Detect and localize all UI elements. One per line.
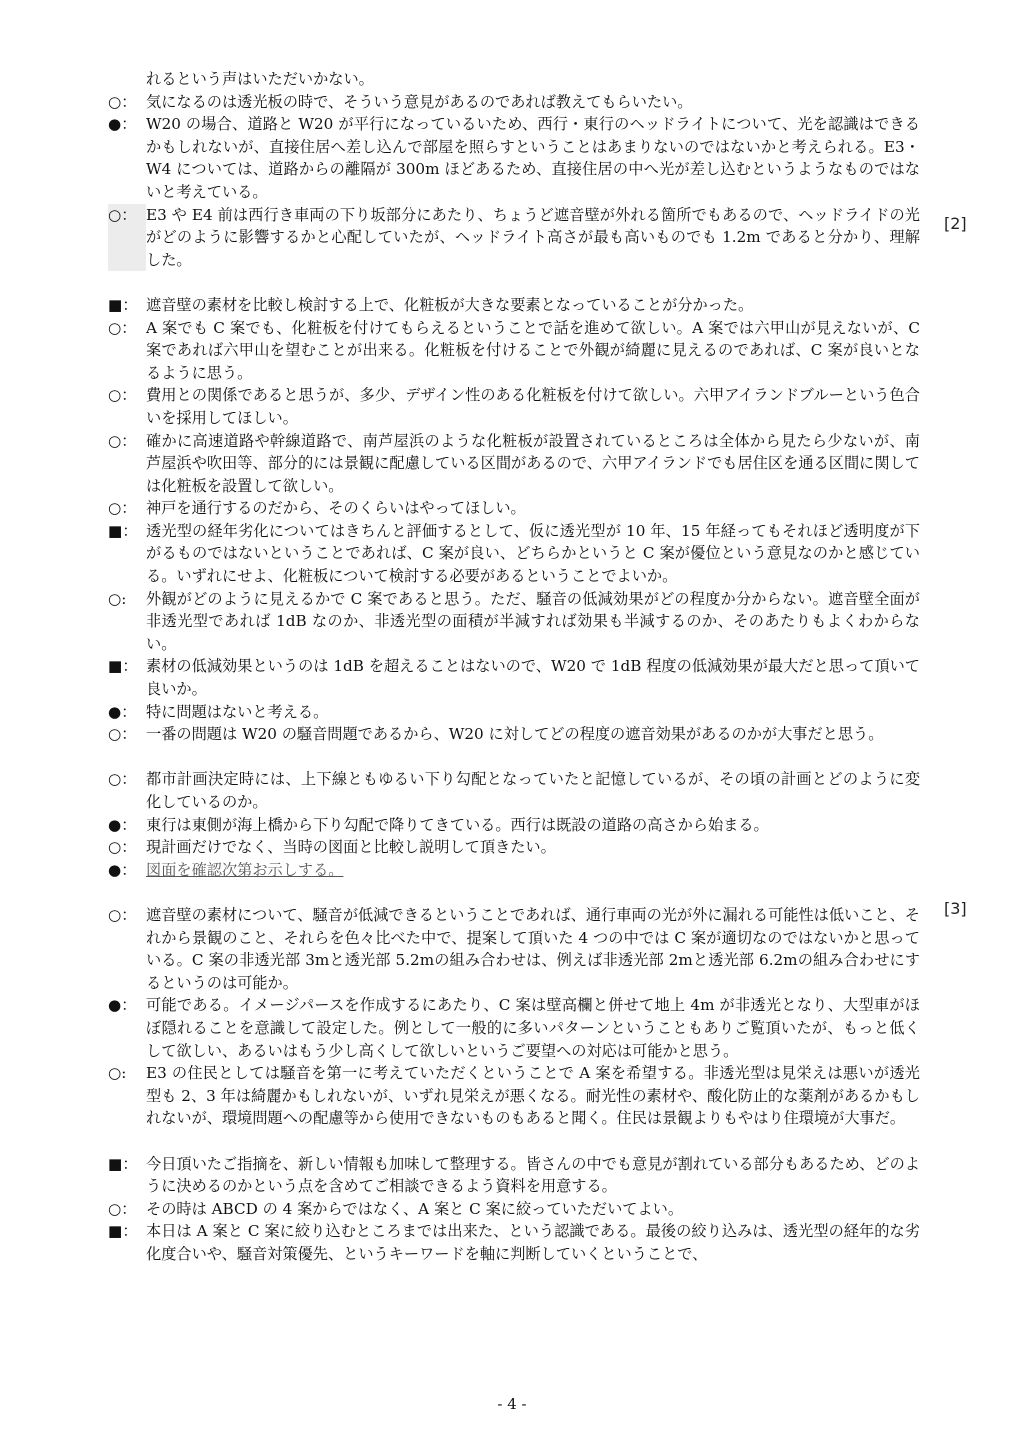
minutes-entry: [108, 1153, 920, 1198]
speaker-marker: ■：: [108, 1222, 138, 1241]
speaker-marker: ○：: [108, 92, 137, 111]
entry-text: その時は ABCD の 4 案からではなく、A 案と C 案に絞っていただいてよい。: [146, 1199, 684, 1218]
entry-text: A 案でも C 案でも、化粧板を付けてもらえるということで話を進めて欲しい。A 案では六甲山が見えないが、C 案であれば六甲山を望むことが出来る。化粧板を付けることで外観が綺麗に見えるのであれば、C 案が良いとなるように思う。: [146, 318, 920, 382]
speaker-marker: ●：: [108, 815, 137, 834]
entry-text: 費用との関係であると思うが、多少、デザイン性のある化粧板を付けて欲しい。六甲アイランドブルーという色合いを採用してほしい。: [146, 386, 920, 427]
minutes-entry: [108, 859, 920, 882]
speaker-marker: ○：: [108, 838, 137, 857]
entry-text: 東行は東側が海上橋から下り勾配で降りてきている。西行は既設の道路の高さから始まる。: [146, 815, 769, 834]
minutes-entry: [108, 904, 920, 994]
speaker-marker: ○：: [108, 1199, 137, 1218]
paragraph-gap: [108, 1130, 920, 1153]
minutes-entry: [108, 91, 920, 114]
entry-text: 外観がどのように見えるかで C 案であると思う。ただ、騒音の低減効果がどの程度か分からない。遮音壁全面が非透光型であれば 1dB なのか、非透光型の面積が半減すれば効果も半減するのか、そのあたりもよくわからない。: [146, 589, 920, 653]
speaker-marker: ○：: [108, 905, 137, 924]
speaker-marker: ●：: [108, 702, 137, 721]
entry-text: 気になるのは透光板の時で、そういう意見があるのであれば教えてもらいたい。: [146, 92, 693, 111]
entry-text: W20 の場合、道路と W20 が平行になっているいため、西行・東行のヘッドライトについて、光を認識はできるかもしれないが、直接住居へ差し込んで部屋を照らすということはあまりないのではないかと考えられる。E3・W4 については、道路からの離隔が 300m ほどあるため、直接住居の中へ光が差し込むというようなものではないと考えている。: [146, 115, 920, 201]
minutes-entry: [108, 814, 920, 837]
entry-text: 確かに高速道路や幹線道路で、南芦屋浜のような化粧板が設置されているところは全体から見たら少ないが、南芦屋浜や吹田等、部分的には景観に配慮している区間があるので、六甲アイランドでも居住区を通る区間に関しては化粧板を設置して欲しい。: [146, 431, 920, 495]
speaker-marker: ○：: [108, 431, 137, 450]
minutes-entry: [108, 768, 920, 813]
speaker-marker: ●：: [108, 860, 137, 879]
entry-text: 一番の問題は W20 の騒音問題であるから、W20 に対してどの程度の遮音効果があるのかが大事だと思う。: [146, 725, 884, 744]
speaker-marker: ●：: [108, 996, 137, 1015]
minutes-entry: [108, 836, 920, 859]
entry-text: 神戸を通行するのだから、そのくらいはやってほしい。: [146, 499, 526, 518]
minutes-entry: [108, 113, 920, 203]
entry-text: 特に問題はないと考える。: [146, 702, 329, 721]
entry-text: 今日頂いたご指摘を、新しい情報も加味して整理する。皆さんの中でも意見が割れている部分もあるため、どのように決めるのかという点を含めてご相談できるよう資料を用意する。: [146, 1154, 920, 1196]
speaker-marker: ○：: [108, 770, 137, 789]
speaker-marker: ■：: [108, 657, 138, 676]
entry-text: E3 の住民としては騒音を第一に考えていただくということで A 案を希望する。非透光型は見栄えは悪いが透光型も 2、3 年は綺麗かもしれないが、いずれ見栄えが悪くなる。耐光性の素材や、酸化防止的な薬剤があるかもしれないが、環境問題への配慮等から使用できないものもあると聞く。住民は景観よりもやはり住環境が大事だ。: [146, 1064, 920, 1128]
speaker-marker: ○:: [108, 1064, 127, 1083]
entry-text: 都市計画決定時には、上下線ともゆるい下り勾配となっていたと記憶しているが、その頃の計画とどのように変化しているのか。: [146, 770, 920, 811]
entry-text: 遮音壁の素材を比較し検討する上で、化粧板が大きな要素となっていることが分かった。: [146, 295, 754, 314]
speaker-marker: ○：: [108, 204, 146, 272]
paragraph-gap: [108, 881, 920, 904]
minutes-entry: [108, 588, 920, 656]
minutes-entry: [108, 430, 920, 498]
minutes-entry: [108, 655, 920, 700]
minutes-entry: [108, 994, 920, 1062]
speaker-marker: ○:: [108, 589, 127, 608]
entry-text: 可能である。イメージパースを作成するにあたり、C 案は壁高欄と併せて地上 4m が非透光となり、大型車がほぼ隠れることを意識して設定した。例として一般的に多いパターンということもありご覧頂いたが、もっと低くして欲しい、あるいはもう少し高くして欲しいというご要望への対応は可能かと思う。: [146, 996, 920, 1060]
speaker-marker: ■：: [108, 295, 138, 314]
minutes-entry: [108, 384, 920, 429]
margin-annotation-2: [2]: [944, 214, 967, 233]
speaker-marker: ○：: [108, 318, 137, 337]
minutes-entry: [108, 204, 920, 272]
speaker-marker: ○：: [108, 499, 137, 518]
entry-text: 本日は A 案と C 案に絞り込むところまでは出来た、という認識である。最後の絞り込みは、透光型の経年的な劣化度合いや、騒音対策優先、というキーワードを軸に判断していくということで、: [146, 1222, 920, 1263]
page-number: - 4 -: [497, 1395, 527, 1413]
speaker-marker: ○：: [108, 386, 137, 405]
minutes-entry: [108, 497, 920, 520]
speaker-marker: ■：: [108, 521, 138, 540]
minutes-entry: [108, 294, 920, 317]
minutes-entry: [108, 68, 920, 91]
paragraph-gap: [108, 746, 920, 769]
minutes-entry: [108, 1220, 920, 1265]
entry-text: れるという声はいただいかない。: [146, 70, 374, 88]
entry-text: 現計画だけでなく、当時の図面と比較し説明して頂きたい。: [146, 838, 556, 857]
minutes-body: [108, 68, 920, 1265]
minutes-entry: [108, 1198, 920, 1221]
entry-text: 図面を確認次第お示しする。: [146, 860, 344, 879]
minutes-entry: [108, 520, 920, 588]
margin-annotation-3: [3]: [944, 899, 967, 918]
speaker-marker: [108, 68, 146, 91]
entry-text: 素材の低減効果というのは 1dB を超えることはないので、W20 で 1dB 程度の低減効果が最大だと思って頂いて良いか。: [146, 657, 920, 699]
entry-text: 透光型の経年劣化についてはきちんと評価するとして、仮に透光型が 10 年、15 年経ってもそれほど透明度が下がるものではないということであれば、C 案が良い、どちらかというと C 案が優位という意見なのかと感じている。いずれにせよ、化粧板について検討する必要があるということでよいか。: [146, 521, 920, 586]
speaker-marker: ●：: [108, 115, 137, 134]
minutes-entry: [108, 723, 920, 746]
minutes-entry: [108, 317, 920, 385]
paragraph-gap: [108, 271, 920, 294]
entry-text: 遮音壁の素材について、騒音が低減できるということであれば、通行車両の光が外に漏れる可能性は低いこと、それから景観のこと、それらを色々比べた中で、提案して頂いた 4 つの中では C 案が適切なのではないかと思っている。C 案の非透光部 3mと透光部 5.2mの組み合わせは、例えば非透光部 2mと透光部 6.2mの組み合わせにするというのは可能か。: [146, 905, 920, 992]
speaker-marker: ■：: [108, 1154, 138, 1173]
speaker-marker: ○：: [108, 725, 137, 744]
minutes-entry: [108, 701, 920, 724]
minutes-entry: [108, 1062, 920, 1130]
entry-text: E3 や E4 前は西行き車両の下り坂部分にあたり、ちょうど遮音壁が外れる箇所でもあるので、ヘッドライドの光がどのように影響するかと心配していたが、ヘッドライト高さが最も高いものでも 1.2m であると分かり、理解した。: [146, 205, 920, 269]
